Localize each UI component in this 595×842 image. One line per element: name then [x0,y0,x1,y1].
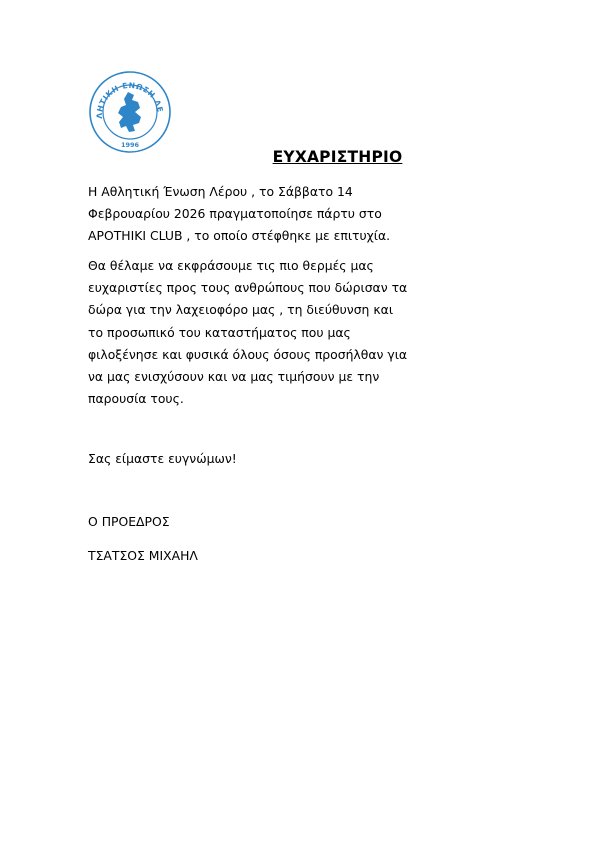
paragraph-line: Φεβρουαρίου 2026 πραγματοποίησε πάρτυ στο [88,206,382,222]
paragraph-line: παρουσία τους. [88,391,184,407]
signature-name: ΤΣΑΤΣΟΣ ΜΙΧΑΗΛ [88,548,198,563]
paragraph-line: ευχαριστίες προς τους ανθρώπους που δώρισαν τα [88,280,408,296]
paragraph-line: να μας ενισχύσουν και να μας τιμήσουν με την [88,369,380,385]
club-logo-emblem [88,70,172,154]
logo-ring-text: ΛΗΤΙΚΗ ΕΝΩΣΗ ΛΕ [94,80,165,119]
island-icon [118,92,141,132]
paragraph-line: το προσωπικό του καταστήματος που μας [88,324,351,340]
closing-line: Σας είμαστε ευγνώμων! [88,451,237,466]
club-logo [88,70,172,154]
document-title: ΕΥΧΑΡΙΣΤΗΡΙΟ [272,148,403,166]
paragraph-line: δώρα για την λαχειοφόρο μας , τη διεύθυνση και [88,302,394,318]
paragraph-line: φιλοξένησε και φυσικά όλους όσους προσήλθαν για [88,346,408,362]
paragraph-thanks [88,255,518,410]
paragraph-line: APOTHIKI CLUB , το οποίο στέφθηκε με επιτυχία. [88,228,391,244]
logo-year: 1996 [120,141,140,149]
paragraph-line: Η Αθλητική Ένωση Λέρου , το Σάββατο 14 [88,184,353,199]
paragraph-line: Θα θέλαμε να εκφράσουμε τις πιο θερμές μας [88,258,374,273]
signature-role: Ο ΠΡΟΕΔΡΟΣ [88,514,170,529]
paragraph-event [88,181,518,248]
